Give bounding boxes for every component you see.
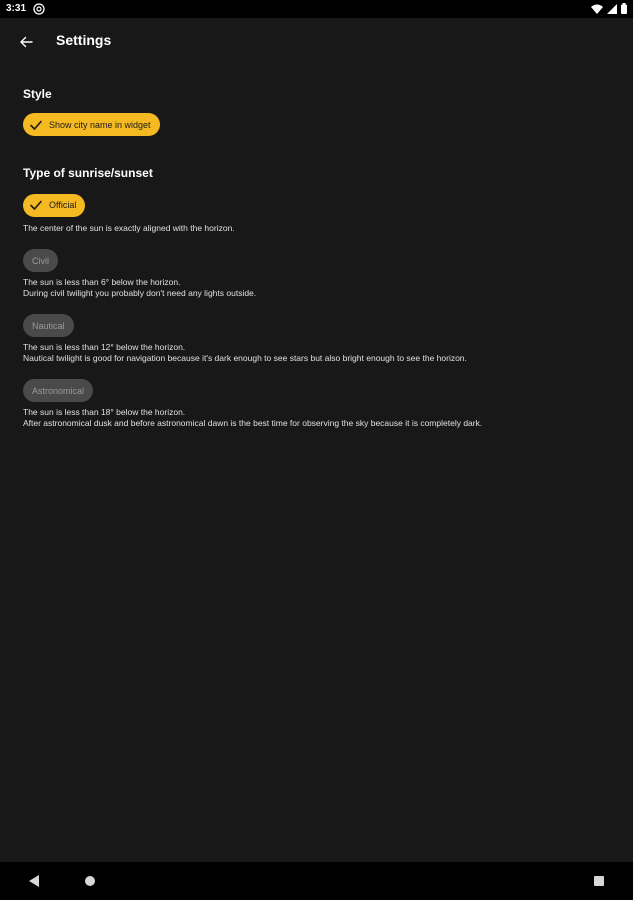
- circle-home-icon[interactable]: [85, 876, 95, 886]
- sunrise-section-title: Type of sunrise/sunset: [23, 165, 153, 180]
- app-bar: [0, 18, 633, 64]
- civil-description-line-1: The sun is less than 6° below the horizon.: [23, 277, 181, 287]
- triangle-back-icon[interactable]: [29, 875, 39, 887]
- page-title: Settings: [56, 32, 112, 48]
- option-official: [23, 194, 613, 235]
- chip-label: Nautical: [32, 320, 65, 331]
- cell-signal-icon: [607, 4, 617, 14]
- wifi-icon: [591, 4, 603, 14]
- arrow-left-icon: [19, 35, 33, 49]
- astronomical-description-line-1: The sun is less than 18° below the horizon.: [23, 407, 186, 417]
- civil-description-line-2: During civil twilight you probably don't need any lights outside.: [23, 288, 257, 298]
- style-section-title: Style: [23, 87, 52, 101]
- at-sign-icon: [33, 3, 45, 15]
- check-icon: [29, 118, 43, 132]
- official-description: The center of the sun is exactly aligned with the horizon.: [23, 223, 235, 233]
- option-civil: [23, 249, 613, 299]
- show-city-name-chip[interactable]: [23, 113, 160, 136]
- status-time: 3:31: [6, 3, 27, 14]
- nautical-description-line-2: Nautical twilight is good for navigation because it's dark enough to see stars but also bright enough to see the horizon.: [23, 353, 467, 363]
- option-astronomical: [23, 379, 613, 429]
- back-button[interactable]: [14, 30, 38, 54]
- battery-icon: [621, 3, 627, 14]
- astronomical-description-line-2: After astronomical dusk and before astronomical dawn is the best time for observing the sky because it is completely dark.: [23, 418, 483, 428]
- system-nav-bar: [0, 862, 633, 900]
- chip-label: Official: [49, 200, 77, 210]
- chip-label: Civil: [32, 255, 49, 266]
- chip-label: Astronomical: [32, 385, 85, 396]
- status-icons: [591, 3, 627, 14]
- chip-label: Show city name in widget: [49, 119, 151, 130]
- nautical-chip[interactable]: [23, 314, 74, 337]
- astronomical-chip[interactable]: [23, 379, 93, 402]
- option-nautical: [23, 314, 613, 364]
- official-chip[interactable]: [23, 194, 85, 217]
- civil-chip[interactable]: [23, 249, 58, 272]
- settings-content: [23, 86, 613, 429]
- status-bar: [0, 0, 633, 18]
- nautical-description-line-1: The sun is less than 12° below the horizon.: [23, 342, 186, 352]
- check-icon: [29, 198, 43, 212]
- square-recents-icon[interactable]: [594, 876, 604, 886]
